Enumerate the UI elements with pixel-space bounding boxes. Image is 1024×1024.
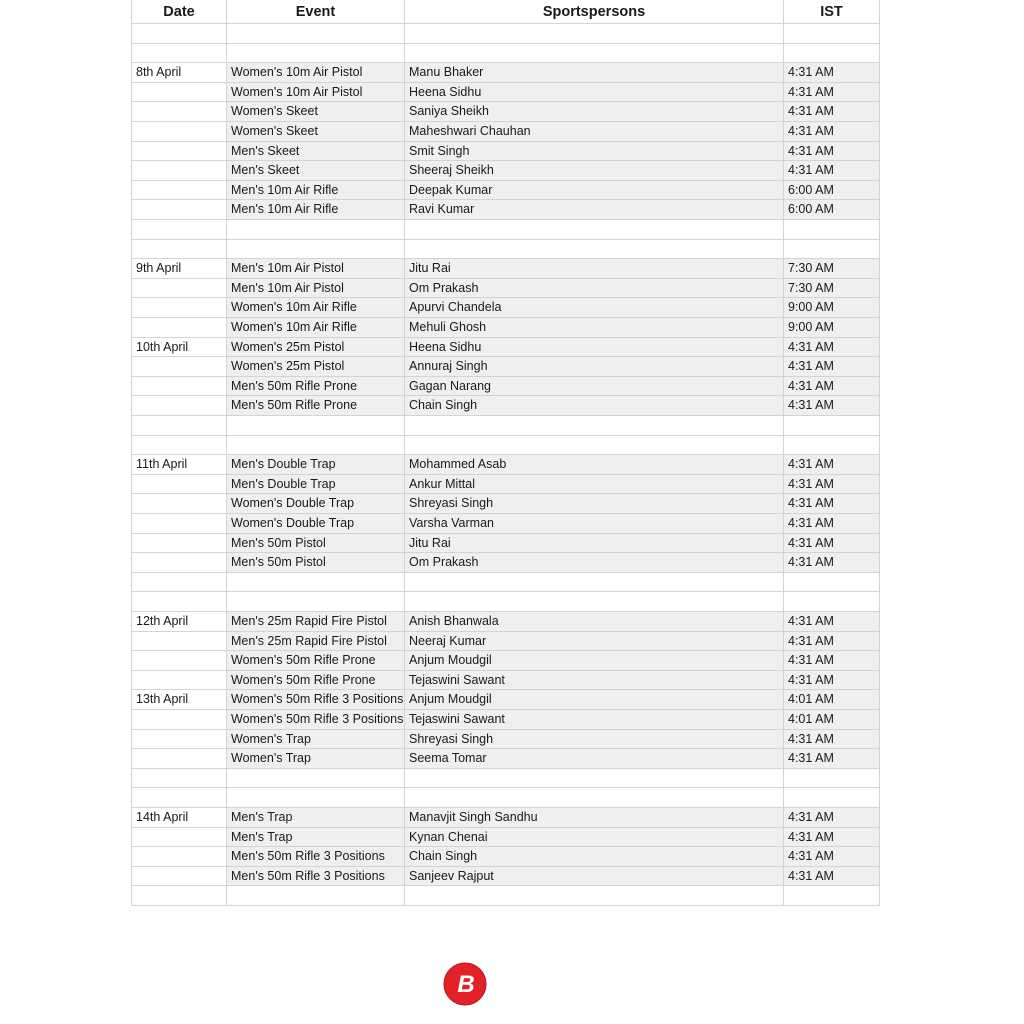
ist-cell: 4:31 AM <box>784 671 880 691</box>
date-cell <box>131 632 227 652</box>
table-row <box>131 200 880 220</box>
schedule-sheet <box>131 0 880 945</box>
blank-cell <box>784 592 880 612</box>
sportsperson-cell: Annuraj Singh <box>405 357 784 377</box>
header-event: Event <box>227 0 405 24</box>
sportsperson-cell: Tejaswini Sawant <box>405 710 784 730</box>
blank-cell <box>405 769 784 789</box>
ist-cell: 4:01 AM <box>784 710 880 730</box>
blank-cell <box>784 416 880 436</box>
ist-cell: 4:31 AM <box>784 651 880 671</box>
ist-cell: 4:31 AM <box>784 475 880 495</box>
ist-cell: 4:31 AM <box>784 357 880 377</box>
sportsperson-cell: Shreyasi Singh <box>405 730 784 750</box>
table-row <box>131 514 880 534</box>
sportsperson-cell: Heena Sidhu <box>405 338 784 358</box>
blank-cell <box>131 24 227 44</box>
event-cell: Women's 50m Rifle Prone <box>227 651 405 671</box>
date-cell: 12th April <box>131 612 227 632</box>
blank-cell <box>131 44 227 64</box>
blank-cell <box>227 44 405 64</box>
event-cell: Men's 50m Rifle 3 Positions <box>227 847 405 867</box>
table-row <box>131 279 880 299</box>
date-cell <box>131 475 227 495</box>
event-cell: Men's 10m Air Rifle <box>227 181 405 201</box>
blank-cell <box>784 240 880 260</box>
table-row <box>131 102 880 122</box>
table-row <box>131 867 880 887</box>
event-cell: Women's Skeet <box>227 102 405 122</box>
sportsperson-cell: Mohammed Asab <box>405 455 784 475</box>
table-row <box>131 357 880 377</box>
ist-cell: 4:31 AM <box>784 514 880 534</box>
blank-cell <box>784 573 880 593</box>
blank-row <box>131 788 880 808</box>
ist-cell: 4:31 AM <box>784 396 880 416</box>
blank-cell <box>784 788 880 808</box>
blank-row <box>131 436 880 456</box>
blank-cell <box>131 240 227 260</box>
blank-cell <box>227 24 405 44</box>
ist-cell: 7:30 AM <box>784 259 880 279</box>
event-cell: Men's Trap <box>227 828 405 848</box>
date-cell <box>131 122 227 142</box>
sportsperson-cell: Varsha Varman <box>405 514 784 534</box>
event-cell: Men's 10m Air Pistol <box>227 259 405 279</box>
table-row <box>131 534 880 554</box>
ist-cell: 4:31 AM <box>784 749 880 769</box>
sportsperson-cell: Sanjeev Rajput <box>405 867 784 887</box>
event-cell: Men's 10m Air Rifle <box>227 200 405 220</box>
ist-cell: 4:31 AM <box>784 161 880 181</box>
date-cell <box>131 730 227 750</box>
event-cell: Men's 10m Air Pistol <box>227 279 405 299</box>
table-row <box>131 612 880 632</box>
sportsperson-cell: Shreyasi Singh <box>405 494 784 514</box>
table-row <box>131 690 880 710</box>
sportsperson-cell: Heena Sidhu <box>405 83 784 103</box>
sportsperson-cell: Smit Singh <box>405 142 784 162</box>
ist-cell: 4:31 AM <box>784 494 880 514</box>
blank-row <box>131 44 880 64</box>
ist-cell: 4:31 AM <box>784 730 880 750</box>
date-cell: 11th April <box>131 455 227 475</box>
table-row <box>131 710 880 730</box>
ist-cell: 4:31 AM <box>784 828 880 848</box>
blank-cell <box>784 886 880 906</box>
date-cell <box>131 279 227 299</box>
ist-cell: 4:31 AM <box>784 377 880 397</box>
date-cell <box>131 553 227 573</box>
blank-cell <box>227 886 405 906</box>
event-cell: Men's Skeet <box>227 161 405 181</box>
sportsperson-cell: Tejaswini Sawant <box>405 671 784 691</box>
date-cell <box>131 847 227 867</box>
event-cell: Men's Skeet <box>227 142 405 162</box>
sportsperson-cell: Apurvi Chandela <box>405 298 784 318</box>
ist-cell: 4:31 AM <box>784 553 880 573</box>
blank-cell <box>405 220 784 240</box>
ist-cell: 6:00 AM <box>784 200 880 220</box>
blank-row <box>131 240 880 260</box>
blank-cell <box>405 788 784 808</box>
sportsperson-cell: Sheeraj Sheikh <box>405 161 784 181</box>
sportsperson-cell: Om Prakash <box>405 553 784 573</box>
table-row <box>131 63 880 83</box>
sportsperson-cell: Seema Tomar <box>405 749 784 769</box>
sportsperson-cell: Deepak Kumar <box>405 181 784 201</box>
event-cell: Women's Skeet <box>227 122 405 142</box>
blank-row <box>131 769 880 789</box>
blank-row <box>131 416 880 436</box>
sportsperson-cell: Manavjit Singh Sandhu <box>405 808 784 828</box>
svg-text:B: B <box>457 971 475 998</box>
blank-cell <box>405 416 784 436</box>
sportsperson-cell: Kynan Chenai <box>405 828 784 848</box>
date-cell <box>131 298 227 318</box>
date-cell <box>131 377 227 397</box>
table-row <box>131 730 880 750</box>
event-cell: Women's 10m Air Rifle <box>227 318 405 338</box>
table-row <box>131 808 880 828</box>
date-cell <box>131 710 227 730</box>
ist-cell: 4:31 AM <box>784 83 880 103</box>
ist-cell: 4:31 AM <box>784 142 880 162</box>
sportsperson-cell: Maheshwari Chauhan <box>405 122 784 142</box>
blank-cell <box>405 436 784 456</box>
ist-cell: 4:31 AM <box>784 867 880 887</box>
date-cell <box>131 828 227 848</box>
ist-cell: 4:31 AM <box>784 847 880 867</box>
blank-cell <box>227 240 405 260</box>
header-row <box>131 0 880 24</box>
blank-cell <box>131 788 227 808</box>
date-cell <box>131 671 227 691</box>
ist-cell: 4:31 AM <box>784 632 880 652</box>
blank-cell <box>405 886 784 906</box>
event-cell: Women's Double Trap <box>227 494 405 514</box>
blank-cell <box>405 24 784 44</box>
date-cell <box>131 357 227 377</box>
blank-cell <box>405 592 784 612</box>
blank-cell <box>131 886 227 906</box>
date-cell: 13th April <box>131 690 227 710</box>
sportsperson-cell: Gagan Narang <box>405 377 784 397</box>
table-row <box>131 396 880 416</box>
date-cell <box>131 651 227 671</box>
date-cell <box>131 494 227 514</box>
blank-cell <box>405 44 784 64</box>
event-cell: Women's Trap <box>227 749 405 769</box>
blank-cell <box>131 592 227 612</box>
ist-cell: 9:00 AM <box>784 318 880 338</box>
date-cell: 10th April <box>131 338 227 358</box>
event-cell: Women's 50m Rifle 3 Positions <box>227 710 405 730</box>
table-row <box>131 83 880 103</box>
ist-cell: 4:31 AM <box>784 612 880 632</box>
blank-cell <box>227 220 405 240</box>
blank-cell <box>227 436 405 456</box>
event-cell: Women's Trap <box>227 730 405 750</box>
header-date: Date <box>131 0 227 24</box>
blank-cell <box>784 436 880 456</box>
date-cell <box>131 318 227 338</box>
date-cell: 8th April <box>131 63 227 83</box>
ist-cell: 4:31 AM <box>784 455 880 475</box>
blank-row <box>131 886 880 906</box>
blank-cell <box>227 788 405 808</box>
table-row <box>131 318 880 338</box>
event-cell: Men's 50m Rifle Prone <box>227 396 405 416</box>
sportsperson-cell: Ravi Kumar <box>405 200 784 220</box>
event-cell: Men's Trap <box>227 808 405 828</box>
table-row <box>131 338 880 358</box>
ist-cell: 4:31 AM <box>784 808 880 828</box>
date-cell <box>131 749 227 769</box>
header-ist: IST <box>784 0 880 24</box>
date-cell <box>131 181 227 201</box>
date-cell: 9th April <box>131 259 227 279</box>
table-row <box>131 161 880 181</box>
date-cell <box>131 514 227 534</box>
sportsperson-cell: Ankur Mittal <box>405 475 784 495</box>
table-row <box>131 122 880 142</box>
table-row <box>131 632 880 652</box>
sportsperson-cell: Neeraj Kumar <box>405 632 784 652</box>
event-cell: Women's 50m Rifle Prone <box>227 671 405 691</box>
blank-row <box>131 24 880 44</box>
table-row <box>131 181 880 201</box>
date-cell: 14th April <box>131 808 227 828</box>
table-row <box>131 671 880 691</box>
event-cell: Women's 25m Pistol <box>227 338 405 358</box>
blank-cell <box>405 240 784 260</box>
table-row <box>131 377 880 397</box>
blank-cell <box>784 44 880 64</box>
table-row <box>131 475 880 495</box>
event-cell: Men's Double Trap <box>227 455 405 475</box>
table-row <box>131 651 880 671</box>
ist-cell: 9:00 AM <box>784 298 880 318</box>
date-cell <box>131 200 227 220</box>
blank-cell <box>131 416 227 436</box>
sportsperson-cell: Manu Bhaker <box>405 63 784 83</box>
table-row <box>131 553 880 573</box>
blank-row <box>131 220 880 240</box>
date-cell <box>131 161 227 181</box>
blank-cell <box>131 436 227 456</box>
header-sportspersons: Sportspersons <box>405 0 784 24</box>
blank-cell <box>227 592 405 612</box>
ist-cell: 4:01 AM <box>784 690 880 710</box>
blank-cell <box>784 769 880 789</box>
ist-cell: 4:31 AM <box>784 338 880 358</box>
event-cell: Men's 25m Rapid Fire Pistol <box>227 632 405 652</box>
event-cell: Women's 10m Air Pistol <box>227 63 405 83</box>
ist-cell: 4:31 AM <box>784 102 880 122</box>
table-row <box>131 847 880 867</box>
blank-cell <box>131 573 227 593</box>
event-cell: Men's Double Trap <box>227 475 405 495</box>
date-cell <box>131 867 227 887</box>
sportsperson-cell: Anjum Moudgil <box>405 651 784 671</box>
sportsperson-cell: Jitu Rai <box>405 259 784 279</box>
table-row <box>131 455 880 475</box>
event-cell: Men's 50m Pistol <box>227 534 405 554</box>
event-cell: Men's 50m Pistol <box>227 553 405 573</box>
brand-logo-icon <box>443 962 487 1006</box>
sportsperson-cell: Mehuli Ghosh <box>405 318 784 338</box>
sportsperson-cell: Saniya Sheikh <box>405 102 784 122</box>
ist-cell: 4:31 AM <box>784 122 880 142</box>
ist-cell: 7:30 AM <box>784 279 880 299</box>
table-row <box>131 494 880 514</box>
sportsperson-cell: Om Prakash <box>405 279 784 299</box>
table-row <box>131 828 880 848</box>
sportsperson-cell: Chain Singh <box>405 847 784 867</box>
event-cell: Men's 25m Rapid Fire Pistol <box>227 612 405 632</box>
ist-cell: 4:31 AM <box>784 534 880 554</box>
date-cell <box>131 396 227 416</box>
event-cell: Women's 10m Air Pistol <box>227 83 405 103</box>
blank-cell <box>784 24 880 44</box>
sportsperson-cell: Jitu Rai <box>405 534 784 554</box>
table-row <box>131 749 880 769</box>
blank-cell <box>131 769 227 789</box>
event-cell: Women's 50m Rifle 3 Positions <box>227 690 405 710</box>
date-cell <box>131 102 227 122</box>
table-row <box>131 298 880 318</box>
event-cell: Women's 25m Pistol <box>227 357 405 377</box>
table-row <box>131 259 880 279</box>
sportsperson-cell: Anjum Moudgil <box>405 690 784 710</box>
blank-cell <box>227 769 405 789</box>
blank-cell <box>131 220 227 240</box>
sportsperson-cell: Chain Singh <box>405 396 784 416</box>
date-cell <box>131 83 227 103</box>
blank-cell <box>405 573 784 593</box>
event-cell: Men's 50m Rifle Prone <box>227 377 405 397</box>
sportsperson-cell: Anish Bhanwala <box>405 612 784 632</box>
brand-logo <box>443 962 487 1006</box>
blank-row <box>131 573 880 593</box>
event-cell: Men's 50m Rifle 3 Positions <box>227 867 405 887</box>
blank-cell <box>784 220 880 240</box>
date-cell <box>131 534 227 554</box>
date-cell <box>131 142 227 162</box>
event-cell: Women's Double Trap <box>227 514 405 534</box>
table-row <box>131 142 880 162</box>
blank-cell <box>227 573 405 593</box>
ist-cell: 6:00 AM <box>784 181 880 201</box>
blank-cell <box>227 416 405 436</box>
event-cell: Women's 10m Air Rifle <box>227 298 405 318</box>
blank-row <box>131 592 880 612</box>
ist-cell: 4:31 AM <box>784 63 880 83</box>
